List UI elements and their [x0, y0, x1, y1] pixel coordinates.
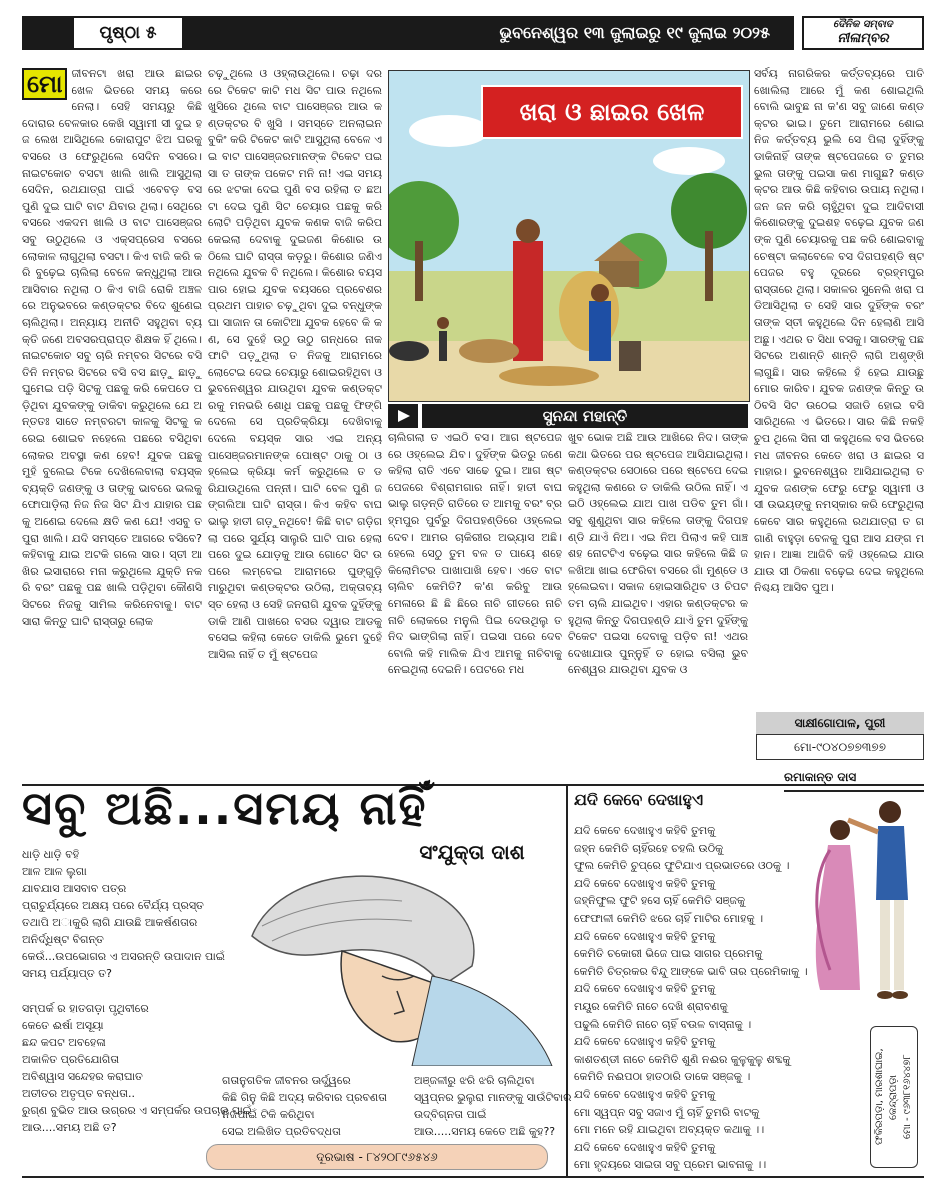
story-column-2: ଚଢ଼ୁଥିଲେ ଓ ଓହ୍ଲାଉଥିଲେ। ଚଢ଼ା ଦରରେ ଟିକେଟ କାଟି ମଧ ସିଟ ପାଉ ନଥିଲେ ଖୁସିରେ ଥିଲେ ବାଟ ପାସେଞ୍ଜର ଆଉ କଣ୍ଡକ୍ଟର ବି ଖୁସି । ସମସ୍ତେ ଅନଲାଇନ ବୁକିଂ କରି ଟିକେଟ କାଟି ଆସୁଥିଲା ବେଳେ ଏଇ ବାଟ ପାସେଞ୍ଜରମାନଙ୍କ ଟିକେଟ ପଇସା ତ ତାଙ୍କ ପକେଟ ମନି ନା! ଏଇ ସମୟରେ ଝଟକା ଦେଇ ପୁଣି ବସ ରହିଲା ତ ଛଅଟା ଦେଇ ପୁଣି ସିଟ ଚେୟାର ପଛକୁ କରି ଲୋଟି ପଡ଼ିଥିବା ଯୁବକ କଣକ ବାଜି କରିପକେଇଲା ଦେବାକୁ ଦୁଇଜଣ କିଶୋର ଉଠିଲେ ଘାଟି ରାସ୍ତା କଡ଼ରୁ। କିଶୋର ଜଣିଏ ନଥିଲେ ଯୁବକ ବି ନଥିଲେ। କିଶୋର ବୟସ ପାର ହୋଇ ଯୁବକ ବୟସରେ ପ୍ରବେଶର ପ୍ରଥମ ପାହାଚ ଚଢ଼ୁଥିବା ଦୁଇ ବନ୍ଧୁଙ୍କ ଘା ସାଜାନ ତା କୋଟିଆ ଯୁବକ ହେବେ କି କଣ, ସେ ଦୁହେଁ ଉଠୁ ଉଠୁ ଗନ୍ଧରେ ନାକ ଫାଟି ପଡ଼ୁଥିଲା ତ ନିଜକୁ ଆରାମରେ ଲୋଟେଇ ଦେଇ ଚେୟାରୁ ଶୋଇରହିଥିବା ଓ ଭୁବନେଶ୍ୱର ଯାଉଥିବା ଯୁବକ କଣ୍ଡକ୍ଟରକୁ ମନଭରି ଶୋଧି ପଛକୁ ପଛକୁ ଫିଙ୍ଗି ଦେଲେ ସେ ପ୍ରତିକ୍ରିୟା ଦେଖିବାକୁ ଦେଲେ ବୟସ୍କ ସାର ଏଇ ଅନ୍ୟ ପାସେଞ୍ଜରମାନଙ୍କ ପୋଷ୍ଟ ଠାକୁ ଠା ଓହ୍ଲେଇ କ୍ରିୟା କର୍ମ କରୁଥିଲେ ତ ଡରିଯାଉଥିଲେ ପନ୍ନୀ। ଘାଟି ବେଳ ପୁଣି ଜଙ୍ଗଲିଆ ଘାଟି ରାସ୍ତା। କିଏ କହିବ ବାଘ ଭାଲୁ ହାତୀ ଗଡ଼ୁନଥିବେ! କିଛି ବାଟ ଗଡ଼ିଗଲା ପରେ ସୁର୍ଯ୍ୟ ସାଲୁରି ଘାଟି ପାର ହେଲା ପରେ ଦୁଇ ଯୋଡ଼କୁ ଆଉ ଗୋଟେ ସିଟ ଉପରେ ଲମ୍ବେଇ ଆରାମରେ ଘୁଙ୍ଗୁଡ଼ି ମାରୁଥିବା କଣ୍ଡକ୍ଟର ଉଠିଲା, ଅକ୍ତାବ୍ୟସ୍ତ ହେଲା ଓ ସେହି ଜନରାଗି ଯୁବକ ଦୁହିଁଙ୍କୁ ଡାକି ଆଣି ପାଖରେ ବସର ଦ୍ୱାର ଆଡକୁ ବସେଇ କହିଲା କେତେ ଡାକିଲି ଭୁମେ ଦୁହେଁ ଆସିଲ ନାହିଁ ତ ମୁଁ ଷ୍ଟପେଜ	[208, 67, 382, 661]
verse-line: ମୋ ହୃଦୟରେ ସାଇତା ସବୁ ପ୍ରେମ ଭାବନାକୁ ।।	[574, 1158, 767, 1172]
poem-1-title: ସବୁ ଅଛି...ସମୟ ନାହିଁ	[22, 781, 428, 835]
newspaper-logo	[802, 16, 924, 50]
verse-line: ପ୍ରାଚୁର୍ଯ୍ୟରେ ଅକ୍ଷୟ ପରେ ବୈର୍ଯ୍ୟ ପ୍ରସ୍ତ	[22, 899, 204, 912]
verse-line: ତଥାପି ଅାକୁରି ଲାଗି ଯାଉଛି ଆକର୍ଷଣତାର	[22, 916, 198, 929]
verse-line: କେଉଁ...ଉପଭୋଗର ଏ ଅସରନ୍ତି ଉପାଦାନ ପାଇଁ	[22, 950, 225, 963]
verse-line: ଫେଫାଳୀ କେମିତି ଝରେ ଚାହିଁ ମାଟିର ମୋହକୁ ।	[574, 911, 764, 925]
story-author: ସୁନନ୍ଦା ମହାନ୍ତି	[422, 404, 748, 428]
verse-line: ପଢୁଲି କେମିତି ନାଚେ ଚାହିଁ ବଉଳ ବାସ୍ନାକୁ ।	[574, 1017, 752, 1031]
verse-line: ଉଦ୍ବିଗ୍ନତା ପାଇଁ	[414, 1108, 487, 1121]
verse-line: ଅଞ୍ଜଳୀରୁ ଝରି ଝରି ଚାଲିଥିବା	[414, 1074, 535, 1087]
author-phone: ମୋ-୯୦୪୦୭୭୩୭୭	[756, 734, 924, 760]
footer-divider	[22, 1176, 924, 1178]
verse-line: ଅନିର୍ଦ୍ଧିଷ୍ଟ ବିଗନ୍ତ	[22, 933, 104, 946]
verse-line: ଅକାଳିତ ପ୍ରତିଯୋଗିତା	[22, 1053, 120, 1066]
poem-1-stanza-1	[22, 846, 225, 982]
verse-line: ଫୁଲ କେମିତି ଚୁପ୍‌ରେ ଫୁଟିଯାଏ ପ୍ରଭାତରେ ଓଠକୁ ।	[574, 859, 790, 873]
author-location: ସାକ୍ଷୀଗୋପାଳ, ପୁରୀ	[756, 712, 924, 734]
verse-line: କେତେ ଈର୍ଷା ଅସୂୟା	[22, 1019, 104, 1032]
masthead-black-block	[22, 16, 72, 50]
verse-line: ଆଉ.....ସମୟ କେତେ ଅଛି କୁହ??	[414, 1125, 556, 1138]
verse-line: ଯାବଯାସ ଆସବାବ ପତ୍ର	[22, 882, 127, 895]
verse-line: ଯଦି କେବେ ଦେଖାହୁଏ କହିବି ତୁମକୁ	[574, 824, 716, 837]
verse-line: ସ୍ୱପ୍ନର ଭୁଲୁରା ମାନଙ୍କୁ ସାଉଁଟିବାର	[414, 1091, 572, 1104]
verse-line: ମୋ ସ୍ୱପ୍ନ ସବୁ ସଜାଏ ମୁଁ ଚାହିଁ ତୁମରି ବାଟକୁ	[574, 1105, 760, 1119]
poet-address	[870, 1026, 918, 1168]
logo-name: ନୀଳାମ୍ବର	[837, 31, 889, 46]
story-byline	[388, 404, 748, 428]
verse-line: ରୁଗ୍ଣ ବୁଭିତ ଆଉ ଉଗ୍ରର ଏ ସମ୍ପର୍କର ଉପଚାର ପାଇଁ	[22, 1104, 252, 1117]
verse-line: ଛନ୍ଦ କପଟ ଅବହେଳା	[22, 1036, 106, 1049]
poet-phone: ମୋ - ୯୬୩୮୧୬୪୪୭୮	[902, 1054, 913, 1140]
verse-line: ମୋ ମନେ ରହି ଯାଇଥିବା ଅବ୍ୟକ୍ତ କଥାକୁ ।।	[574, 1123, 765, 1137]
poem-1-phone: ଦୂରଭାଷ - ୮୪୨୦୮୯୬୫୪୬	[206, 1144, 548, 1170]
verse-line: ନିଜପାଇଁ ଟିକି କରିଥିବା	[222, 1108, 315, 1121]
verse-line: ଧାଡ଼ି ଧାଡ଼ି ବହି	[22, 848, 80, 861]
masthead	[22, 16, 924, 50]
verse-line: ଯଦି କେବେ ଦେଖାହୁଏ କହିବି ତୁମକୁ	[574, 1087, 716, 1101]
poem-2-verse	[574, 822, 808, 1174]
verse-line: ଜହ୍ନିଫୁଲ ଫୁଟି ହସେ ଚାହିଁ କେମିତି ସଞ୍ଜକୁ	[574, 894, 746, 908]
play-icon	[388, 404, 418, 428]
verse-line: ଅବିଶ୍ୱାସ ସନ୍ଦେହର କରାଘାତ	[22, 1070, 143, 1083]
poem-2-title: ଯଦି କେବେ ଦେଖାହୁଏ	[574, 790, 704, 809]
verse-line: ଜହ୍ନ କେମିତି ଚାହିଁରହେ ଚହଲି ଉଠିକୁ	[574, 841, 724, 855]
verse-line: କିଛି ଗିନୁ କିଛି ଅଦ୍ୟ କରିବାର ପ୍ରବଣତା	[222, 1091, 387, 1104]
poet-address-line: ଫକିରପଡ଼ା, ମାରଶାଘାଇ, କେନ୍ଦ୍ରାପଡ଼ା	[874, 1048, 899, 1146]
story-column-4: ଖୁବ ଭୋକ ଅଛି ଆଉ ଆଖିରେ ନିଦ। ତାଙ୍କ କଥା ଭିତରେ ପର ଷ୍ଟପେଜ ଆସିଯାଇଥିଲା। କଣ୍ଡକ୍ଟର ସେଠାରେ ପରେ ଷ୍ଟେପେ ଦେଇ କହୁଥିଲା କଣରେ ତ ଡାକିଲି ଉଠିଲ ନାହିଁ। ଏଇଠି ଓହ୍ଲେଇ ଯାଅ ପାଖ ପଡିବ ତୁମ ଗାଁ। ସବୁ ଶୁଣୁଥିବା ସାର କହିଲେ ତାଙ୍କୁ ଦିଗପହଣ୍ଡି ଯାଏଁ ନିଅ। ଏଇ ନିଅ ପିଲାଏ କହି ପାଞ୍ଚଶହ ନୋଟଟିଏ ବଢ଼େଇ ସାର କହିଲେ କିଛି ଜଳଖିଆ ଖାଇ ଫେରିବା ବସରେ ଗାଁ ମୁଣ୍ଡେ ଓହ୍ଲେଇବା। ସକାଳ ହୋଇସାରିଥିବ ଓ ଚିପଟ ତମ ଚାଲି ଯାଇଥିବ। ଏହାର କଣ୍ଡକ୍ଟର କହୁଥିଲା କିନ୍ତୁ ଦିଗପହଣ୍ଡି ଯାଏଁ ତୁମ ଦୁହିଁଙ୍କୁ ଟିକେଟ ପଇସା ଦେବାକୁ ପଡ଼ିବ ନା! ଏଥର ଦେଖାଯାଉ ପୁନ୍ନୁହିଁ ତ ହୋଇ ବସିଲା ଭୁବନେଶ୍ୱର ଯାଉଥିବା ଯୁବକ ଓ	[568, 431, 748, 677]
verse-line: ଅତୀତର ଅତୃପ୍ତ ବନ୍ଧତା..	[22, 1087, 135, 1100]
verse-line: ଯଦି କେବେ ଦେଖାହୁଏ କହିବି ତୁମକୁ	[574, 929, 716, 943]
verse-line: ଆଳ ଆଳ ଲୁଗା	[22, 865, 87, 878]
verse-line: କେମିତି ଚିତ୍ରକର ବିନ୍ଦୁ ଆଙ୍କେ ଭାବି ତାର ପ୍ରେମିକାକୁ ।	[574, 964, 808, 978]
verse-line: କେମିତି ନଈପଠା ହାତଠାରି ଡାକେ ସଞ୍ଜକୁ ।	[574, 1070, 751, 1084]
verse-line: ମୟୂର କେମିତି ନାଚେ ଦେଖି ଶ୍ରାବଣକୁ	[574, 999, 728, 1013]
old-man-sketch	[232, 866, 558, 1066]
author-contact	[756, 712, 924, 764]
poem-1-stanza-3	[222, 1072, 387, 1140]
logo-tagline: ଦୈନିକ ସମ୍ବାଦ	[833, 19, 893, 30]
verse-line: ସମୟ ପର୍ଯ୍ୟାପ୍ତ ତ?	[22, 967, 112, 980]
poem-2-author: ରମାକାନ୍ତ ଦାସ	[784, 770, 924, 792]
dancers-svg	[800, 790, 924, 1010]
verse-line: ଯଦି କେବେ ଦେଖାହୁଏ କହିବି ତୁମକୁ	[574, 982, 716, 996]
date-line: ଭୁବନେଶ୍ୱର ୧୩ ଜୁଲାଇରୁ ୧୯ ଜୁଲାଇ ୨୦୨୫	[184, 16, 794, 50]
verse-line: ସମ୍ପର୍କ ର ହାତଗଡ଼ା ପୃଥିବୀରେ	[22, 1002, 149, 1015]
story-column-5: ସର୍ବୟ ନାଗରିକର କର୍ତ୍ତବ୍ୟରେ ପାତି ଖୋଲିଲା ଆରେ ମୁଁ କଣ ଶୋଇଥିଲି ବୋଲି ଭାବୁଛ ନା କ'ଣ ସବୁ ଜାଣେ କଣ୍ଡକ୍ଟର ଭାଇ। ତୁମେ ଆରାମରେ ଶୋଇ ନିଜ କର୍ତ୍ତବ୍ୟ ଭୁଲି ସେ ପିଲା ଦୁହିଁଙ୍କୁ ଡାକିନାହିଁ ତାଙ୍କ ଷ୍ଟପେଜରେ ତ ତୁମର ଭୁଲ ତାଙ୍କୁ ପଇସା କଣ ମାଗୁଛ? କଣ୍ଡକ୍ଟର ଆଉ କିଛି କହିବାର ଉପାୟ ନଥିଲା। ଜନ ଜନ କରି ଚାହୁଁଥିବା ଦୁଇ ଆଦିବାସୀ କିଶୋରଙ୍କୁ ଦୁଇଶହ ବଢ଼େଇ ଯୁବକ ଜଣଙ୍କ ପୁଣି ଚେୟାରକୁ ପଛ କରି ଶୋଇବାକୁ ଚେଷ୍ଟା କଲାବେଳେ ବସ ଦିଗପହଣ୍ଡି ଷ୍ଟପେଜର ବହୁ ଦୂରରେ ବ୍ରହ୍ମପୁର ରାସ୍ତାରେ ଥିଲା। ସକାଳର ସୁନେଲି ଖରା ପଡିଆସିଥିଲା ତ ସେହି ସାର ଦୁହିଁଙ୍କ ବରଂ ତାଙ୍କ ସ୍ତୀ କହୁଥିଲେ ଦିନ ହେଲାଣି ଆସି ଅଛୁ। ଏଥର ତ ସିଧା ବସକୁ। ସାରଙ୍କୁ ପଛ ସିଟରେ ଅଶାନ୍ତି ଶାନ୍ତି ଲାଗି ଅଶୃଙ୍ଖି ଲାଗୁଛି। ସାର କହିଲେ ହଁ ହେଇ ଯାଉଛୁ ମୋର କାରିବ। ଯୁବକ ଜଣଙ୍କ କିନ୍ତୁ ଉଠିବସି ସିଟ ଉଠେଇ ସଜାଡି ହୋଇ ବସି ସାରିଥିଲେ ଏ ଭିତରେ। ସାର କିଛି ନକହି ଚୁପ ଥିଲେ ସିନା ସୀ କହୁଥିଲେ ବସ ଭିତରେ ମଧ ଜୀବନର କେତେ ଖରା ଓ ଛାଇର ସମାହାର। ଭୁବନେଶ୍ୱର ଆସିଯାଇଥିଲା ତ ଯୁବକ ଜଣଙ୍କ ଫେରୁ ଫେରୁ ସ୍ୱାମୀ ଓ ସୀ ଉଭୟଙ୍କୁ ନମସ୍କାର କରି ଫେରୁଥିଲା କେବେ ସାର କହୁଥିଲେ ରଥଯାତ୍ରା ତ ଗଗାଣି ବାହୁଡ଼ା ବେଳକୁ ପୁରା ଆସ ଯଙ୍ଗ ମହାନ। ଆଜ୍ଞା ଆଜିବି କହି ଓହ୍ଲେଇ ଯାଉ ଯାଉ ସୀ ଠିକଣା ବଢ଼େଇ ଦେଇ କହୁଥିଲେ ନିଶ୍ଚୟ ଆସିବ ପୁଅ।	[754, 67, 924, 595]
verse-line: କେମିତି ଚକୋରୀ ଭିଜେ ପାଇ ସାଗର ପ୍ରେମକୁ	[574, 947, 763, 961]
verse-line: ଗତାନୁଗତିକ ଜୀବନର ଊର୍ଦ୍ଧ୍ୱରେ	[222, 1074, 351, 1087]
poem-1-stanza-4	[414, 1072, 571, 1140]
poem-1-author: ସଂଯୁକ୍ତା ଦାଶ	[419, 840, 525, 864]
verse-line: ଯଦି କେବେ ଦେଖାହୁଏ କହିବି ତୁମକୁ	[574, 1140, 716, 1154]
verse-line: ଯଦି କେବେ ଦେଖାହୁଏ କହିବି ତୁମକୁ	[574, 1035, 716, 1049]
drop-cap: ମୋ	[22, 68, 67, 100]
verse-line: ସେଇ ଅଲିଖିତ ପ୍ରତିବଦ୍ଧତା	[222, 1125, 341, 1138]
verse-line: କାଶତଣ୍ଡୀ ନାଚେ କେମିତି ଶୁଣି ନଈର କୁଳୁକୁଳୁ ଶବ୍ଦକୁ	[574, 1052, 791, 1066]
dancing-couple-illustration	[800, 790, 924, 1010]
old-man-illustration	[232, 866, 558, 1066]
story-column-3: ଚାଲିଗଲା ତ ଏଇଠି ବସ। ଆଗ ଷ୍ଟପେଜରେ ଓହ୍ଲେଇ ଯିବ। ଦୁହିଁଙ୍କ ଭିତରୁ ଜଣେ କହିଲା ରାତି ଏବେ ସାଢେ ଦୁଇ। ଆଗ ଷ୍ଟପେଜରେ ବିଶ୍ରାମଗାର ନାହିଁ। ହାତୀ ବାଘ ଭାଲୁ ଗଡ଼ନ୍ତି ରାତିରେ ତ ଆମକୁ ବରଂ ବ୍ରହ୍ମପୁର ପୁର୍ବରୁ ଦିଗପହଣ୍ଡିରେ ଓହ୍ଲେଇ ଦେବ। ଆମର ଚାକିରୀର ଅଭ୍ୟାସ ଅଛି। ହେଲେ ସେଠୁ ତୁମ ବଳ ତ ପାୟେ ଶହେ କିଲୋମିଟର ପାଖାପାଖି ହେବ। ଏତେ ବାଟ ଚାଲିବ କେମିତି? କ'ଣ କରିବୁ ଆଉ ମେଳାରେ ଛି ଛି ଛିରେ ନାଚି ଗୀତରେ ନାଚି ନାଚି ଲୋକରେ ମନୁଲି ପିଇ ଦେଉଥିଲୁ ତ ନିଦ ଭାଙ୍ଗିଲା ନାହିଁ। ପଇସା ପରେ ଦେବ ବୋଲି କହି ମାଲିକ ଯିଏ ଆମକୁ ନାଚିବାକୁ ନେଇଥିଲା ଦେଇନି। ପେଟରେ ମଧ	[388, 431, 562, 677]
story-column-1	[22, 66, 202, 782]
verse-line: ଆଉ....ସମୟ ଅଛି ତ?	[22, 1121, 117, 1134]
story-illustration	[388, 70, 750, 402]
verse-line: ଯଦି କେବେ ଦେଖାହୁଏ କହିବି ତୁମକୁ	[574, 876, 716, 890]
story-text-1: ଜୀବନଟା ଖରା ଆଉ ଛାଇର ଖେଳ ଭିତରେ ସମୟ କରେ ନେଲା। ସେହି ସମୟରୁ କିଛି ଦୋରାର ବେଳକାର କେଖି ସ୍ୱାମୀ ସୀ ଦୁଇ ହଜ ଲେଖ ଆସିଥିଲେ କୋରାପୁଟ ଝିଅ ଘରକୁ ବସରେ ଓ ଫେରୁଥିଲେ ସେଦିନ ବସରେ। ନାଇଟକୋଚ ବସଟା ଖାଲି ଖାଲି ଆସୁଥିଲା ସେଦିନ, ରଥଯାତ୍ରା ପାଇଁ ଏବେବଡ଼ ବସ ପୁଣି ଦୁଇ ଘାଟି ବାଟ ଯିବାର ଥିଲା। ସେଥିରେ ବସରେ ଏକଦମ ଖାଲି ଓ ବାଟ ପାସେଞ୍ଜର ସବୁ ଉଠୁଥିଲେ ଓ ଏକ୍ସପ୍ରେସ ବସରେ ଲୋକାଳ ଲାଗୁଥିଲା ବସଟା। କିଏ ବାଜି କରି କରି ବୁଢ଼େଇ ଚାଲିଲା ବେଳେ କନ୍ଧୁଥିଲା ଆଉ ଆସିବାର ନଥିଲା ଠ କିଏ ବାଜି ରୋକି ଅଞ୍ଚଳରେ ଅନୁଭବରେ କଣ୍ଡକ୍ଟର ବିଦେ ଶୁଣେଇ ଚାଲିଥିଲା। ଅନ୍ୟାୟ ଅନୀତି ସହୁଥିବା ବ୍ୟକ୍ତି ଜଣେ ଅବସରପ୍ରାପ୍ତ ଶିକ୍ଷକ ହିଁ ଥିଲେ। ନାଇଟକୋଚ ସବୁ ଚାରି ନମ୍ବର ସିଟରେ ବସି ତିନି ନମ୍ବର ସିଟରେ ବସି ବସ ଛାଡ଼ୁ ଛାଡ଼ୁ ଘୁମେଇ ପଡ଼ି ସିଟକୁ ପଛକୁ କରି କେପଡେ ପଡ଼ିଥିବା ଯୁବକଙ୍କୁ ଡାକିବା କରୁଥିଲେ ଯେ ଅନ୍ତତଃ ସାତେ ନମ୍ବରଟା କାଳକୁ ସିଟକୁ କରେଇ ଶୋଇବ ନହେଲେ ପଛରେ ବସିଥିବା ଲୋକର ଅବସ୍ଥା କଣ ହେବ! ଯୁବକ ପଛକୁ ମୁହଁ ବୁଲେଇ ଟିକେ ଦେଖିଲେବାଲା ବୟସ୍କ ବ୍ୟକ୍ତି ଜଣଙ୍କୁ ଓ ତାଙ୍କୁ ଭାବରେ ଭଲକୁ ଫୋପାଡ଼ିଲା ନିଜ ନିଜ ସିଟ ଯିଏ ଯାହାର ପଛକୁ ଅଣେଇ ଦେଲେ କ୍ଷତି କଣ ଯେ! ଏସବୁ ତ ପୁରା ଖାଲି। ଯଦି ସମସ୍ତେ ଆଗରେ ବସିବେ? କହିବାକୁ ଯାଇ ଅଟକି ଗଲେ ସାର। ସ୍ତୀ ଆଖିର ଇସାରାରେ ମନା କରୁଥିଲେ ଯୁକ୍ତି ନକରି ବରଂ ପଛକୁ ପଛ ଖାଲି ପଡ଼ିଥିବା କୌଣସି ସିଟରେ ନିଜକୁ ସାମିଲ କରିନେବାକୁ। ବାଟ ସାରା କିନ୍ତୁ ଘାଟି ରାସ୍ତାରୁ ଲୋକ	[22, 67, 202, 628]
page-number: ପୃଷ୍ଠା ୫	[72, 16, 184, 50]
story-title: ଖରା ଓ ଛାଇର ଖେଳ	[481, 85, 743, 139]
poem-1-stanza-2	[22, 1000, 252, 1136]
